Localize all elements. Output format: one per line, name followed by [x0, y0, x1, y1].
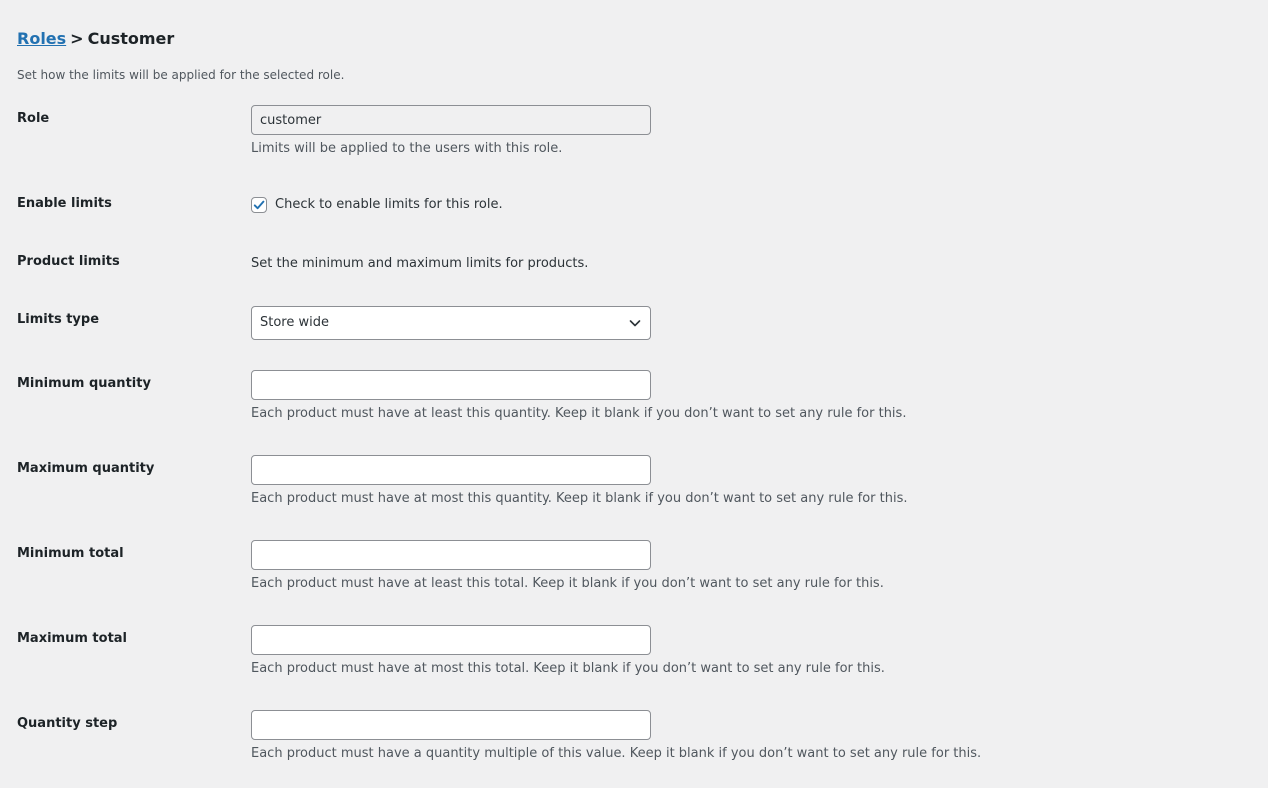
enable-limits-checkbox[interactable] [251, 197, 267, 213]
role-description: Limits will be applied to the users with this role. [251, 141, 563, 156]
enable-limits-control[interactable] [251, 196, 503, 214]
minimum-quantity-description: Each product must have at least this quantity. Keep it blank if you don’t want to set any rule for this. [251, 406, 907, 421]
breadcrumb [17, 28, 174, 50]
page-title: Customer [87, 29, 175, 48]
maximum-quantity-description: Each product must have at most this quantity. Keep it blank if you don’t want to set any rule for this. [251, 491, 908, 506]
limits-type-label: Limits type [17, 312, 100, 327]
minimum-quantity-label: Minimum quantity [17, 376, 151, 391]
product-limits-text: Set the minimum and maximum limits for products. [251, 256, 589, 271]
maximum-total-description: Each product must have at most this total. Keep it blank if you don’t want to set any rule for this. [251, 661, 885, 676]
chevron-down-icon [628, 316, 642, 330]
checkmark-icon [253, 199, 265, 211]
maximum-total-input[interactable] [251, 625, 651, 655]
maximum-quantity-input[interactable] [251, 455, 651, 485]
quantity-step-label: Quantity step [17, 716, 118, 731]
page-subtitle: Set how the limits will be applied for the selected role. [17, 68, 345, 82]
maximum-total-label: Maximum total [17, 631, 128, 646]
breadcrumb-separator: > [70, 29, 84, 48]
minimum-total-label: Minimum total [17, 546, 124, 561]
minimum-quantity-input[interactable] [251, 370, 651, 400]
enable-limits-label: Enable limits [17, 196, 112, 211]
quantity-step-input[interactable] [251, 710, 651, 740]
minimum-total-input[interactable] [251, 540, 651, 570]
quantity-step-description: Each product must have a quantity multiple of this value. Keep it blank if you don’t want to set any rule for this. [251, 746, 982, 761]
product-limits-label: Product limits [17, 254, 120, 269]
role-label: Role [17, 111, 50, 126]
enable-limits-checkbox-label[interactable]: Check to enable limits for this role. [275, 197, 503, 212]
breadcrumb-roles-link[interactable]: Roles [17, 29, 67, 48]
maximum-quantity-label: Maximum quantity [17, 461, 155, 476]
limits-type-selected-value: Store wide [260, 315, 329, 330]
minimum-total-description: Each product must have at least this total. Keep it blank if you don’t want to set any rule for this. [251, 576, 884, 591]
role-input[interactable] [251, 105, 651, 135]
limits-type-select[interactable] [251, 306, 651, 340]
